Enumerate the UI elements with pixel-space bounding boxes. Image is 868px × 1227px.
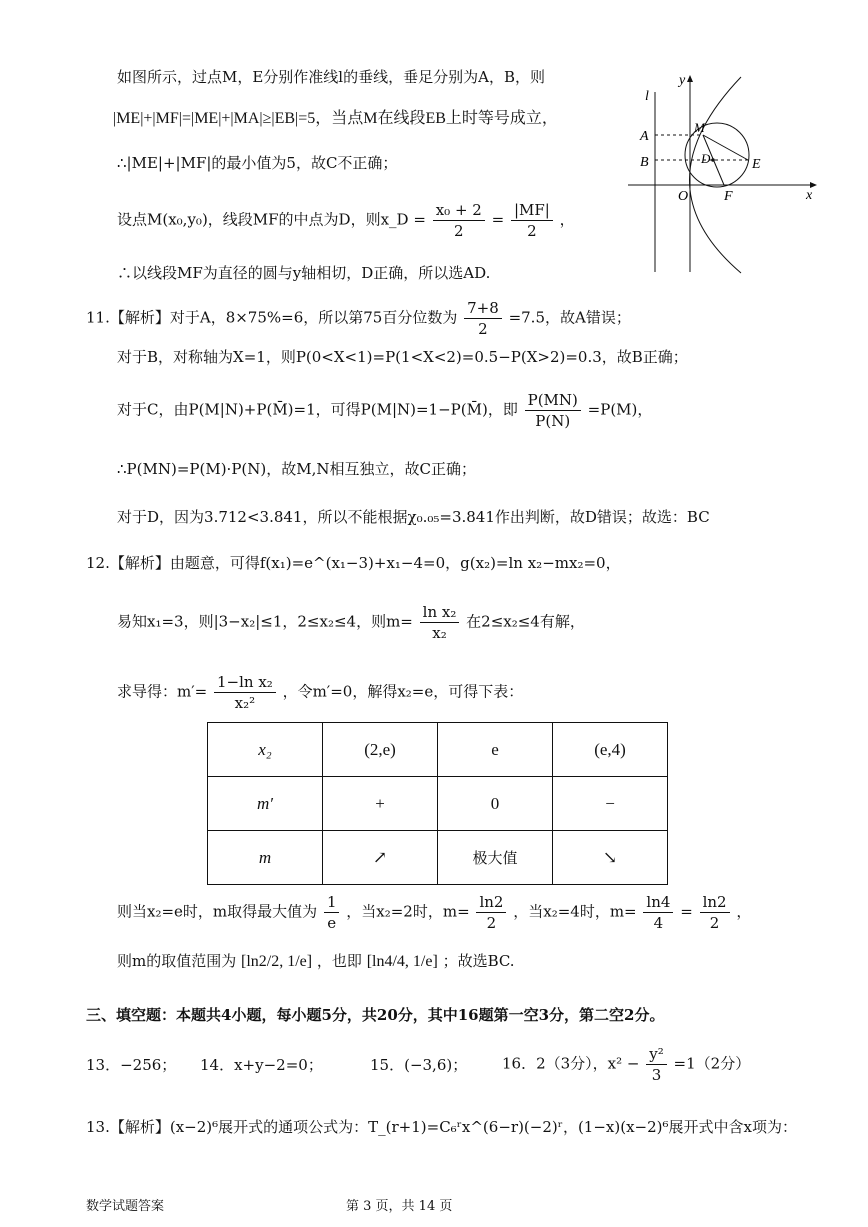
fraction-m: $\frac{\text{ln x₂}}{\text{x₂}}$ — [420, 602, 460, 643]
label-d: D — [701, 151, 711, 166]
q13-line-1: 13.【解析】(x−2)⁶展开式的通项公式为：T_(r+1)=C₆ʳx^(6−r)(−2)ʳ，(1−x)(x−2)⁶展开式中含x项为： — [86, 1118, 797, 1136]
table-row — [208, 777, 668, 831]
label-x: x — [806, 188, 813, 203]
solution-line-4: 设点M(x₀,y₀)，线段MF的中点为D，则x_D = $\frac{\text{x₀ + 2}}{2}$ = $\frac{|MF|}{2}$ ， — [117, 201, 575, 240]
label-a: A — [640, 129, 649, 144]
q11-line-5: 对于D，因为3.712<3.841，所以不能根据χ₀.₀₅=3.841作出判断，故D错误；故选：BC — [117, 508, 710, 526]
label-l: l — [645, 89, 649, 104]
fraction-xd: $\frac{\text{x₀ + 2}}{2}$ — [433, 200, 485, 241]
answers-line: 13．−256； — [86, 1056, 177, 1074]
label-f: F — [724, 189, 733, 204]
fraction-derivative: $\frac{\text{1−ln x₂}}{\text{x₂²}}$ — [214, 672, 276, 713]
table-cell: ↗ — [323, 831, 438, 885]
table-cell: x₂ — [208, 723, 323, 777]
table-cell: m′ — [208, 777, 323, 831]
monotonicity-table — [207, 722, 668, 885]
fraction-y2-3: $\frac{\text{y²}}{3}$ — [646, 1044, 667, 1085]
fraction-conditional: $\frac{P(MN)}{P(N)}$ — [525, 390, 581, 431]
table-cell: + — [323, 777, 438, 831]
solution-line-1: 如图所示，过点M，E分别作准线l的垂线，垂足分别为A，B，则 — [117, 68, 545, 86]
section-heading: 三、填空题：本题共4小题，每小题5分，共20分，其中16题第一空3分，第二空2分。 — [86, 1006, 665, 1024]
answers-line-15: 15．(−3,6)； — [370, 1056, 468, 1074]
table-cell: (2,e) — [323, 723, 438, 777]
table-row — [208, 723, 668, 777]
solution-line-2: |ME|+|MF|=|ME|+|MA|≥|EB|=5，当点M在线段EB上时等号成立， — [113, 110, 558, 127]
answers-line-16: 16．2（3分），x² − $\frac{\text{y²}}{3}$ =1（2分） — [502, 1045, 751, 1084]
point-d — [711, 158, 715, 162]
label-b: B — [640, 155, 649, 170]
fraction-ln2-2b: $\frac{\ln 2}{2}$ — [700, 892, 730, 933]
table-cell: 极大值 — [438, 831, 553, 885]
footer-page-number: 第 3 页，共 14 页 — [346, 1199, 453, 1214]
fraction-percentile: $\frac{7+8}{2}$ — [464, 298, 502, 339]
y-axis-arrow — [687, 75, 693, 82]
fraction-mf: $\frac{|MF|}{2}$ — [511, 200, 553, 241]
range-interval-2: [ln4/4, 1/e] — [366, 953, 438, 970]
q12-line-4: 则当x₂=e时，m取得最大值为 $\frac{1}{e}$ ，当x₂=2时，m= $\frac{\ln 2}{2}$ ，当x₂=4时，m= $\frac{\ln 4}{4}$ = $\frac{\ln 2}{2}$ ， — [117, 893, 752, 932]
solution-line-5: ∴以线段MF为直径的圆与y轴相切，D正确，所以选AD. — [117, 264, 491, 282]
solution-line-3: ∴|ME|+|MF|的最小值为5，故C不正确； — [117, 154, 398, 172]
answers-line-14: 14．x+y−2=0； — [200, 1056, 323, 1074]
table-cell: 0 — [438, 777, 553, 831]
q12-line-3: 求导得：m′= $\frac{\text{1−ln x₂}}{\text{x₂²}}$ ，令m′=0，解得x₂=e，可得下表： — [117, 673, 524, 712]
q12-line-1: 12.【解析】由题意，可得f(x₁)=e^(x₁−3)+x₁−4=0，g(x₂)=ln x₂−mx₂=0， — [86, 554, 621, 572]
parabola-curve — [690, 77, 742, 273]
fraction-ln2-2: $\frac{\ln 2}{2}$ — [476, 892, 506, 933]
fraction-max: $\frac{1}{e}$ — [324, 892, 340, 933]
table-cell: e — [438, 723, 553, 777]
q12-line-2: 易知x₁=3，则|3−x₂|≤1，2≤x₂≤4，则m= $\frac{\text{ln x₂}}{\text{x₂}}$ 在2≤x₂≤4有解， — [117, 603, 585, 642]
fraction-ln4-4: $\frac{\ln 4}{4}$ — [643, 892, 673, 933]
label-e: E — [752, 157, 761, 172]
table-cell: (e,4) — [553, 723, 668, 777]
q11-line-1: 11.【解析】对于A，8×75%=6，所以第75百分位数为 $\frac{7+8}{2}$ =7.5，故A错误； — [86, 299, 631, 338]
table-row — [208, 831, 668, 885]
footer-left: 数学试题答案 — [86, 1199, 165, 1214]
range-interval-1: [ln2/2, 1/e] — [241, 953, 313, 970]
q11-line-4: ∴P(MN)=P(M)·P(N)，故M,N相互独立，故C正确； — [117, 460, 476, 478]
table-cell: m — [208, 831, 323, 885]
table-cell: ↘ — [553, 831, 668, 885]
q12-line-5: 则m的取值范围为 [ln2/2, 1/e] ，也即 [ln4/4, 1/e] ；故选BC. — [117, 952, 515, 970]
q11-line-3: 对于C，由P(M|N)+P(M̄)=1，可得P(M|N)=1−P(M̄)，即 $\frac{P(MN)}{P(N)}$ =P(M)， — [117, 391, 653, 430]
label-m: M — [694, 120, 705, 135]
table-cell: − — [553, 777, 668, 831]
parabola-figure — [628, 72, 828, 277]
q11-line-2: 对于B，对称轴为X=1，则P(0<X<1)=P(1<X<2)=0.5−P(X>2)=0.3，故B正确； — [117, 348, 688, 366]
label-o: O — [678, 189, 689, 204]
label-y: y — [679, 73, 686, 88]
